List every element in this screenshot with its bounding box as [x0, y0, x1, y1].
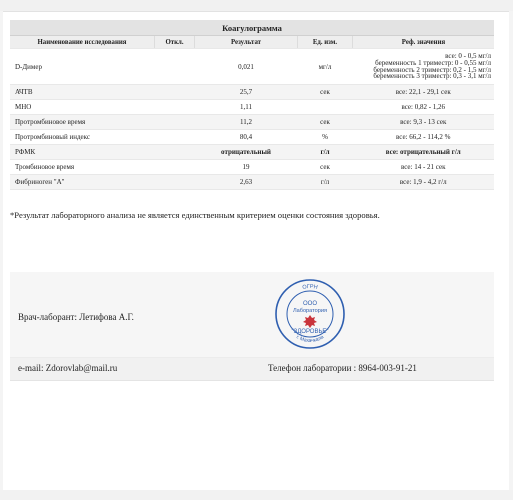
signature-block	[10, 272, 494, 358]
row-ref: все: 14 - 21 сек	[353, 160, 495, 175]
row-ref: все: 1,9 - 4,2 г/л	[353, 175, 495, 190]
stamp-line2: Лаборатория	[292, 308, 328, 314]
table-title-row	[10, 20, 494, 36]
row-result: 2,63	[195, 175, 298, 190]
ref-line: беременность 2 триместр: 0,2 - 1,5 мг/л	[373, 65, 491, 74]
stamp-line1: ООО	[302, 301, 318, 307]
row-ref: все: 22,1 - 29,1 сек	[353, 85, 495, 100]
stamp-outer-ring	[276, 280, 344, 348]
bottom-bar	[0, 490, 513, 500]
row-unit: г/л	[298, 145, 353, 160]
row-ref: все: 66,2 - 114,2 %	[353, 130, 495, 145]
row-ref	[353, 49, 495, 85]
right-frame	[509, 11, 513, 500]
row-deviation	[155, 49, 195, 85]
row-name: Протромбиновое время	[10, 115, 155, 130]
ref-line: беременность 3 триместр: 0,3 - 3,1 мг/л	[373, 72, 491, 81]
row-unit: %	[298, 130, 353, 145]
row-deviation	[155, 100, 195, 115]
row-result: 1,11	[195, 100, 298, 115]
row-name: Тромбиновое время	[10, 160, 155, 175]
row-result: 11,2	[195, 115, 298, 130]
row-name: МНО	[10, 100, 155, 115]
header-ref: Реф. значения	[353, 36, 495, 49]
row-unit: сек	[298, 85, 353, 100]
row-ref: все: 0,82 - 1,26	[353, 100, 495, 115]
row-unit: сек	[298, 115, 353, 130]
row-ref: все: 9,3 - 13 сек	[353, 115, 495, 130]
row-deviation	[155, 145, 195, 160]
lab-stamp	[274, 278, 346, 350]
table-row	[10, 160, 494, 175]
row-name: РФМК	[10, 145, 155, 160]
table-row	[10, 85, 494, 100]
stamp-line3: "ЗДОРОВЬЕ"	[291, 329, 329, 335]
stamp-emblem-icon	[303, 315, 317, 328]
header-deviation: Откл.	[155, 36, 195, 49]
row-name: D-Димер	[10, 49, 155, 85]
header-name: Наименование исследования	[10, 36, 155, 49]
table-row	[10, 175, 494, 190]
doctor-name: Врач-лаборант: Летифова А.Г.	[18, 312, 134, 322]
row-unit: мг/л	[298, 49, 353, 85]
contacts-block	[10, 358, 494, 381]
lab-email: e-mail: Zdorovlab@mail.ru	[18, 363, 118, 373]
row-result: 25,7	[195, 85, 298, 100]
stamp-ring-bottom: г. Махачкала	[294, 334, 325, 345]
row-result: 0,021	[195, 49, 298, 85]
row-deviation	[155, 160, 195, 175]
stamp-ring-top: ОГРН	[301, 283, 319, 291]
table-row	[10, 145, 494, 160]
row-result: отрицательный	[195, 145, 298, 160]
row-name: Протромбиновый индекс	[10, 130, 155, 145]
ref-line: все: 0 - 0,5 мг/л	[445, 52, 491, 61]
row-unit: г/л	[298, 175, 353, 190]
row-unit: сек	[298, 160, 353, 175]
top-bar	[0, 0, 513, 12]
row-deviation	[155, 115, 195, 130]
row-deviation	[155, 130, 195, 145]
row-result: 19	[195, 160, 298, 175]
table-header-row	[10, 36, 494, 49]
header-result: Результат	[195, 36, 298, 49]
ref-line: беременность 1 триместр: 0 - 0,55 мг/л	[375, 58, 491, 67]
table-row	[10, 49, 494, 85]
results-table	[10, 20, 494, 190]
row-unit	[298, 100, 353, 115]
row-result: 80,4	[195, 130, 298, 145]
row-deviation	[155, 85, 195, 100]
table-title: Коагулограмма	[10, 20, 494, 36]
table-row	[10, 115, 494, 130]
table-row	[10, 100, 494, 115]
left-frame	[0, 11, 3, 500]
row-name: Фибриноген "А"	[10, 175, 155, 190]
disclaimer-text: *Результат лабораторного анализа не является единственным критерием оценки состояния здоровья.	[10, 210, 380, 220]
row-name: АЧТВ	[10, 85, 155, 100]
lab-phone: Телефон лаборатории : 8964-003-91-21	[268, 363, 417, 373]
row-deviation	[155, 175, 195, 190]
table-row	[10, 130, 494, 145]
row-ref: все: отрицательный г/л	[353, 145, 495, 160]
header-unit: Ед. изм.	[298, 36, 353, 49]
